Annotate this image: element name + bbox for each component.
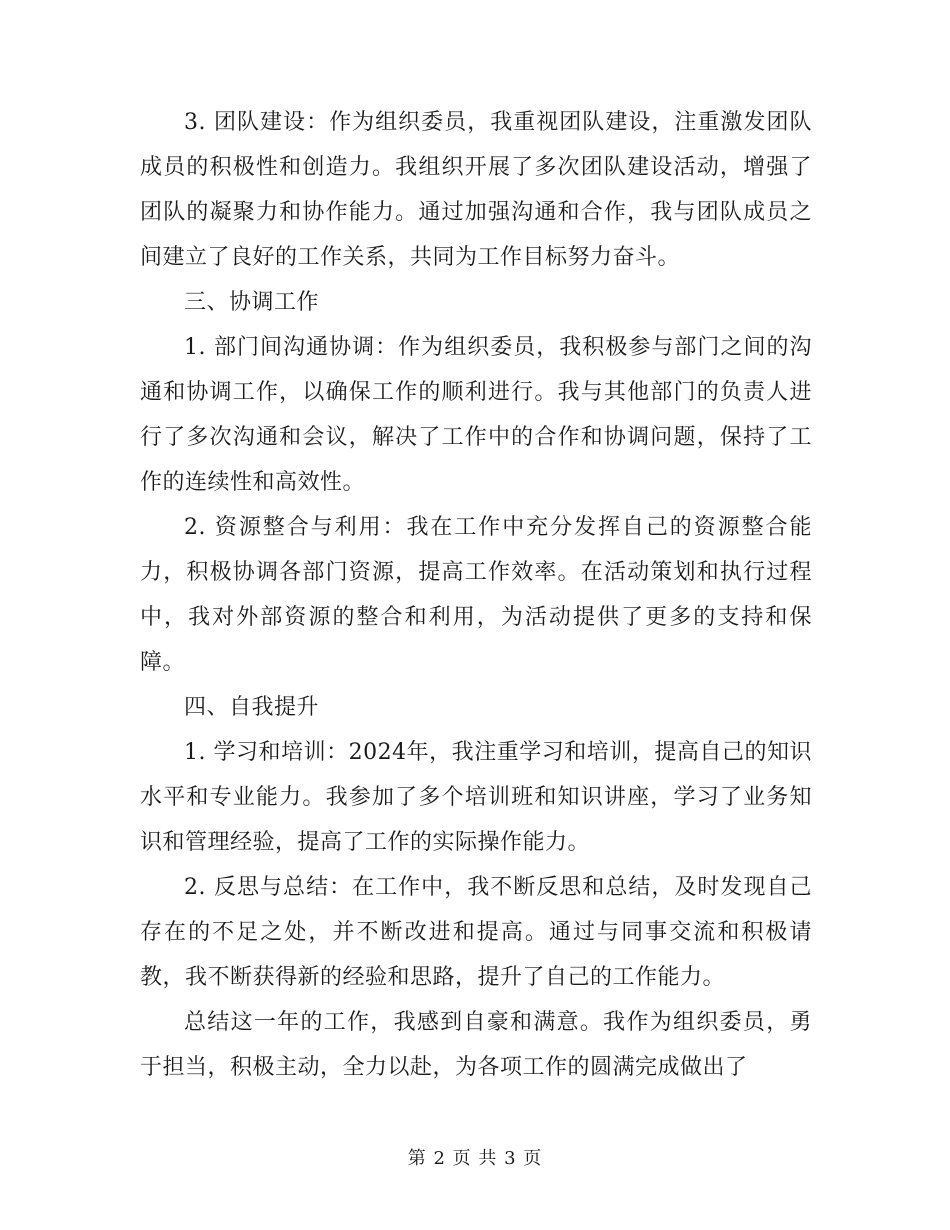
paragraph-team-building: 3. 团队建设：作为组织委员，我重视团队建设，注重激发团队成员的积极性和创造力。我组织开展了多次团队建设活动，增强了团队的凝聚力和协作能力。通过加强沟通和合作，我与团队成员之间建立了良好的工作关系，共同为工作目标努力奋斗。: [140, 110, 812, 270]
section-heading-coordination: 三、协调工作: [184, 290, 320, 315]
paragraph-reflection-summary: 2. 反思与总结：在工作中，我不断反思和总结，及时发现自己存在的不足之处，并不断改进和提高。通过与同事交流和积极请教，我不断获得新的经验和思路，提升了自己的工作能力。: [140, 875, 812, 990]
paragraph-learning-training: 1. 学习和培训：2024年，我注重学习和培训，提高自己的知识水平和专业能力。我参加了多个培训班和知识讲座，学习了业务知识和管理经验，提高了工作的实际操作能力。: [140, 740, 812, 855]
paragraph-year-summary: 总结这一年的工作，我感到自豪和满意。我作为组织委员，勇于担当，积极主动，全力以赴，为各项工作的圆满完成做出了: [140, 1010, 812, 1080]
document-body: [140, 100, 812, 1090]
paragraph-resource-integration: 2. 资源整合与利用：我在工作中充分发挥自己的资源整合能力，积极协调各部门资源，提高工作效率。在活动策划和执行过程中，我对外部资源的整合和利用，为活动提供了更多的支持和保障。: [140, 515, 812, 675]
paragraph-department-communication: 1. 部门间沟通协调：作为组织委员，我积极参与部门之间的沟通和协调工作，以确保工作的顺利进行。我与其他部门的负责人进行了多次沟通和会议，解决了工作中的合作和协调问题，保持了工作的连续性和高效性。: [140, 335, 812, 495]
page-number-footer: 第 2 页 共 3 页: [407, 1148, 543, 1169]
section-heading-self-improvement: 四、自我提升: [184, 695, 320, 720]
